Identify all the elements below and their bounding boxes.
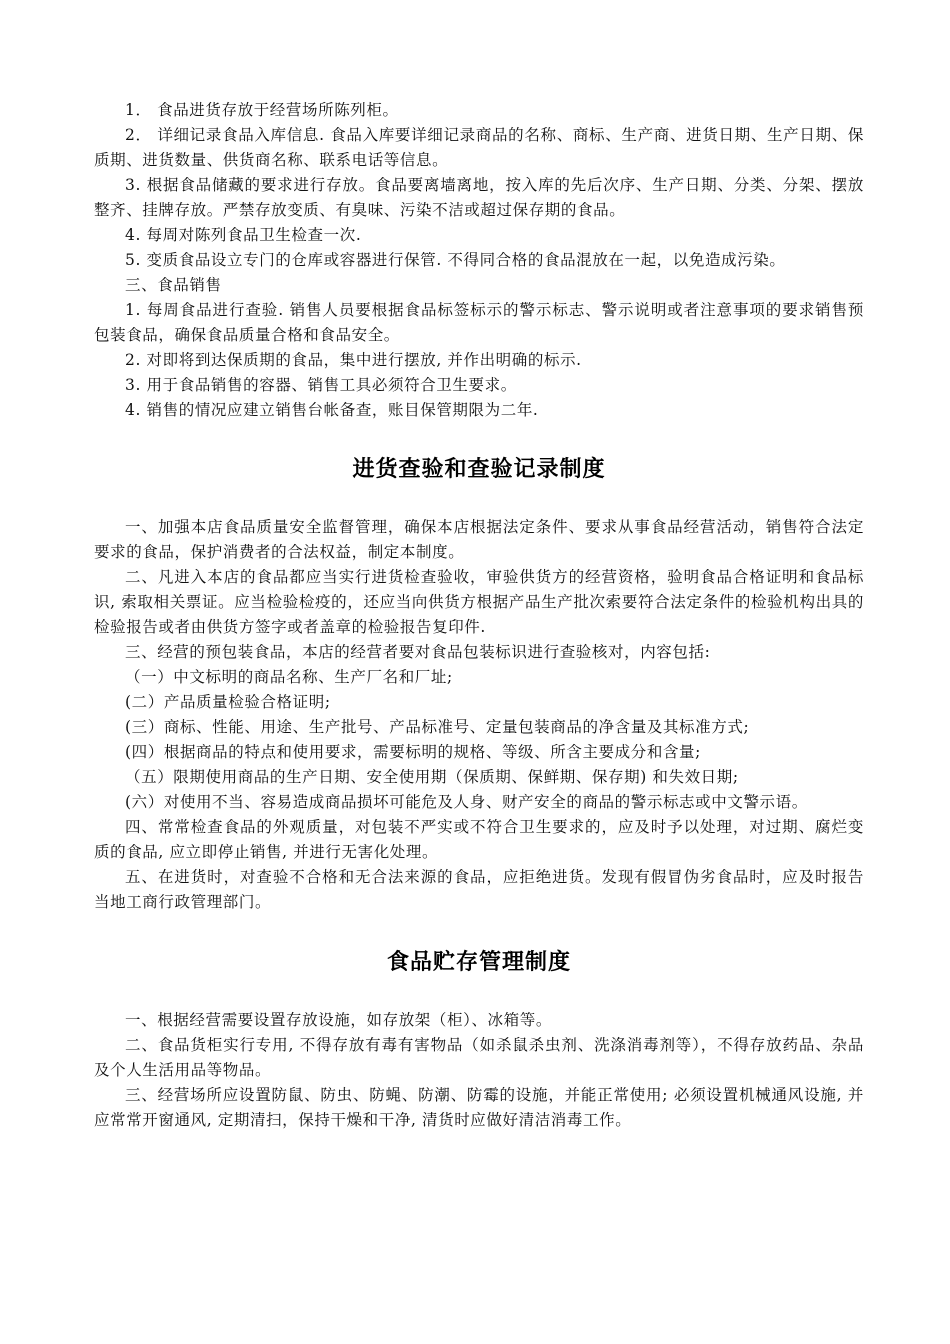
paragraph: 二、凡进入本店的食品都应当实行进货检查验收，审验供货方的经营资格，验明食品合格证明和食品标识, 索取相关票证。应当检验检疫的，还应当向供货方根据产品生产批次索要符合法定条件的检验机构出具的检验报告或者由供货方签字或者盖章的检验报告复印件.	[94, 568, 864, 636]
paragraph: 二、食品货柜实行专用, 不得存放有毒有害物品（如杀鼠杀虫剂、洗涤消毒剂等），不得存放药品、杂品及个人生活用品等物品。	[94, 1036, 864, 1079]
paragraph: 一、加强本店食品质量安全监督管理，确保本店根据法定条件、要求从事食品经营活动，销售符合法定要求的食品，保护消费者的合法权益，制定本制度。	[94, 518, 864, 561]
paragraph: 2． 详细记录食品入库信息. 食品入库要详细记录商品的名称、商标、生产商、进货日期、生产日期、保质期、进货数量、供货商名称、联系电话等信息。	[94, 126, 864, 169]
section-title: 食品贮存管理制度	[386, 950, 571, 975]
document-body	[94, 98, 864, 1133]
list-item: (二）产品质量检验合格证明;	[125, 693, 331, 711]
list-item: (四）根据商品的特点和使用要求，需要标明的规格、等级、所含主要成分和含量;	[125, 743, 701, 761]
list-item: （五）限期使用商品的生产日期、安全使用期（保质期、保鲜期、保存期) 和失效日期;	[125, 768, 739, 786]
list-item: (六）对使用不当、容易造成商品损坏可能危及人身、财产安全的商品的警示标志或中文警示语。	[125, 793, 808, 811]
paragraph: 3. 根据食品储藏的要求进行存放。食品要离墙离地，按入库的先后次序、生产日期、分类、分架、摆放整齐、挂牌存放。严禁存放变质、有臭味、污染不洁或超过保存期的食品。	[94, 176, 864, 219]
list-item: （一）中文标明的商品名称、生产厂名和厂址;	[125, 668, 453, 686]
paragraph: 五、在进货时，对查验不合格和无合法来源的食品，应拒绝进货。发现有假冒伪劣食品时，应及时报告当地工商行政管理部门。	[94, 868, 864, 911]
paragraph: 4. 每周对陈列食品卫生检查一次.	[125, 226, 362, 244]
paragraph: 1. 每周食品进行查验. 销售人员要根据食品标签标示的警示标志、警示说明或者注意事项的要求销售预包装食品，确保食品质量合格和食品安全。	[94, 301, 864, 344]
paragraph: 2. 对即将到达保质期的食品，集中进行摆放, 并作出明确的标示.	[125, 351, 582, 369]
paragraph: 三、经营的预包装食品，本店的经营者要对食品包装标识进行查验核对，内容包括:	[125, 643, 711, 661]
paragraph: 一、根据经营需要设置存放设施，如存放架（柜）、冰箱等。	[125, 1011, 552, 1029]
paragraph: 四、常常检查食品的外观质量，对包装不严实或不符合卫生要求的，应及时予以处理，对过期、腐烂变质的食品, 应立即停止销售, 并进行无害化处理。	[94, 818, 864, 861]
paragraph: 5. 变质食品设立专门的仓库或容器进行保管. 不得同合格的食品混放在一起，以免造成污染。	[125, 251, 786, 269]
paragraph: 3. 用于食品销售的容器、销售工具必须符合卫生要求。	[125, 376, 517, 394]
section-title: 进货查验和查验记录制度	[352, 457, 606, 482]
list-item: (三）商标、性能、用途、生产批号、产品标准号、定量包装商品的净含量及其标准方式;	[125, 718, 750, 736]
paragraph: 1． 食品进货存放于经营场所陈列柜。	[125, 101, 399, 119]
paragraph: 4. 销售的情况应建立销售台帐备查，账目保管期限为二年.	[125, 401, 539, 419]
paragraph: 三、经营场所应设置防鼠、防虫、防蝇、防潮、防霉的设施，并能正常使用; 必须设置机械通风设施, 并应常常开窗通风, 定期清扫，保持干燥和干净, 清货时应做好清洁消毒工作。	[94, 1086, 864, 1129]
subsection-heading: 三、食品销售	[125, 276, 222, 294]
